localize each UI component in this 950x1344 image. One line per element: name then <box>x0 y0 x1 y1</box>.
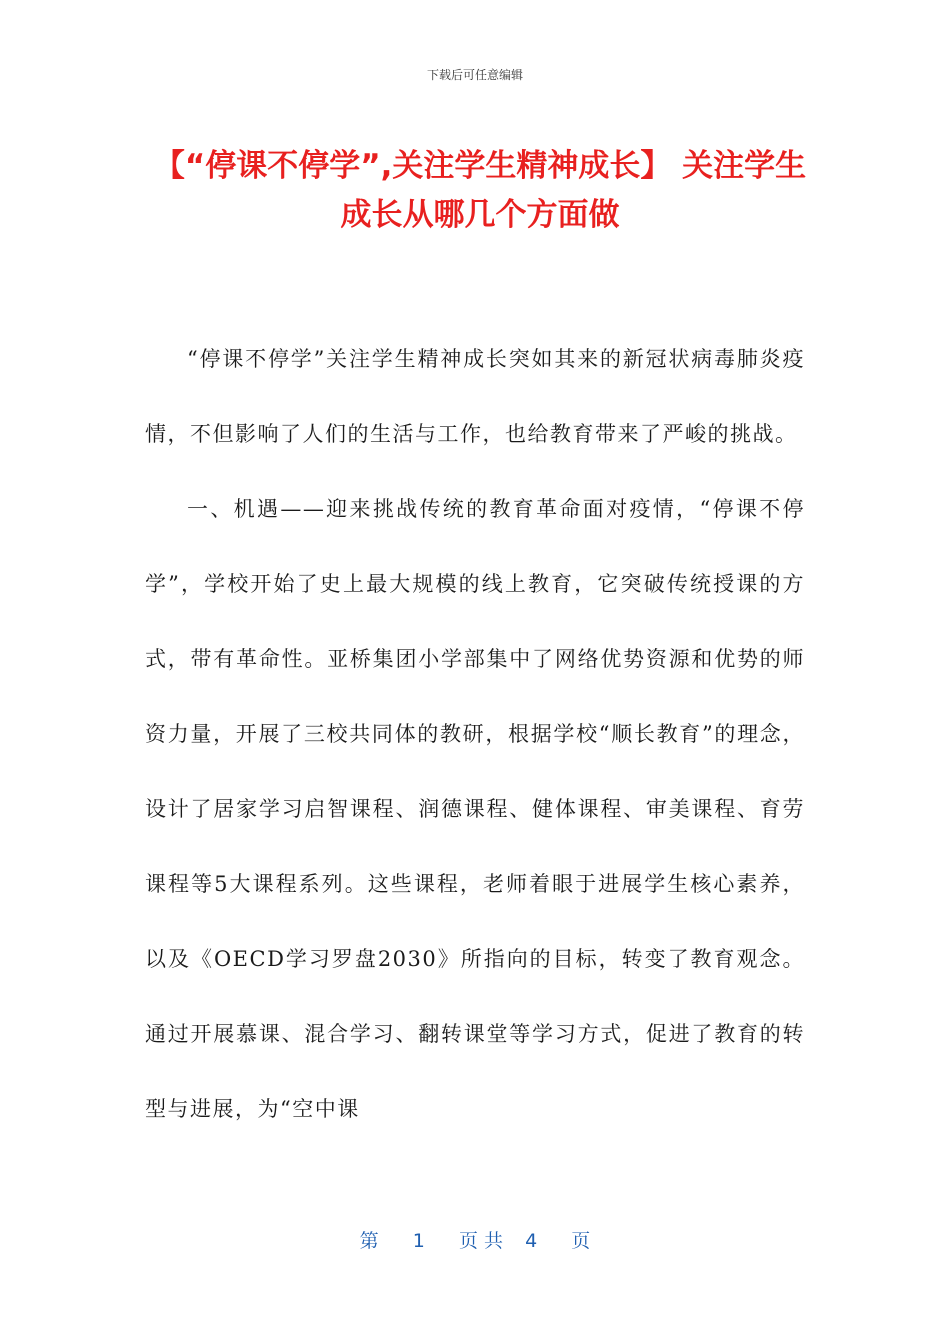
document-body <box>145 322 805 1147</box>
body-paragraph: “停课不停学”关注学生精神成长突如其来的新冠状病毒肺炎疫情，不但影响了人们的生活与工作，也给教育带来了严峻的挑战。 <box>145 347 805 446</box>
body-paragraph: 一、机遇——迎来挑战传统的教育革命面对疫情，“停课不停学”，学校开始了史上最大规模的线上教育，它突破传统授课的方式，带有革命性。亚桥集团小学部集中了网络优势资源和优势的师资力量，开展了三校共同体的教研，根据学校“顺长教育”的理念，设计了居家学习启智课程、润德课程、健体课程、审美课程、育劳课程等5大课程系列。这些课程，老师着眼于进展学生核心素养，以及《OECD学习罗盘2030》所指向的目标，转变了教育观念。通过开展慕课、混合学习、翻转课堂等学习方式，促进了教育的转型与进展，为“空中课 <box>145 497 805 1121</box>
footer-current-page: 1 <box>412 1230 425 1252</box>
footer-label-page: 第 <box>359 1230 379 1252</box>
page-header-note: 下载后可任意编辑 <box>426 68 523 82</box>
document-title: 【“停课不停学”,关注学生精神成长】 关注学生成长从哪几个方面做 <box>153 148 807 233</box>
page-footer <box>0 1226 950 1253</box>
footer-label-end: 页 <box>571 1230 591 1252</box>
footer-total-pages: 4 <box>525 1230 538 1252</box>
footer-label-total: 页 共 <box>458 1230 504 1252</box>
